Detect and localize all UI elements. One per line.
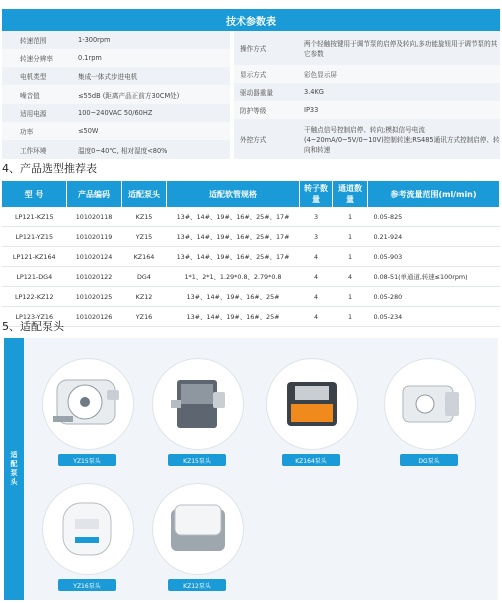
cell-pump-head: YZ16 xyxy=(122,307,167,327)
pump-image-kz12 xyxy=(152,483,244,575)
pump-image-yz15 xyxy=(42,358,134,450)
spec-value: 温度0~40℃, 相对湿度<80% xyxy=(78,146,168,155)
column-header-rollers: 转子数量 xyxy=(300,181,333,207)
cell-code: 101020126 xyxy=(67,307,122,327)
table-row xyxy=(2,307,500,327)
spec-label: 电机类型 xyxy=(20,73,47,81)
spec-label: 转速分辨率 xyxy=(20,55,53,63)
column-header-code: 产品编码 xyxy=(67,181,122,207)
pump-card-kz164 xyxy=(266,358,356,466)
pump-image-kz15 xyxy=(152,358,244,450)
spec-label: 转速范围 xyxy=(20,37,47,45)
spec-value: 两个轻触按键用于调节泵的启停及转向,多功能旋钮用于调节泵的其它参数 xyxy=(304,40,498,58)
spec-row xyxy=(234,119,500,159)
table-row xyxy=(2,247,500,267)
pump-label-yz16: YZ16泵头 xyxy=(58,579,116,591)
cell-channels: 1 xyxy=(333,287,368,307)
cell-flow: 0.05-903 xyxy=(368,247,500,267)
spec-right-column xyxy=(234,31,500,159)
cell-rollers: 4 xyxy=(300,287,333,307)
spec-label: 功率 xyxy=(20,128,34,136)
pump-card-kz12 xyxy=(152,483,242,591)
spec-row xyxy=(234,83,500,101)
column-header-tubing: 适配软管规格 xyxy=(167,181,300,207)
cell-model: LP121-YZ15 xyxy=(2,227,67,247)
table-row xyxy=(2,287,500,307)
pump-label-dg: DG泵头 xyxy=(400,454,458,466)
spec-value: 3.4KG xyxy=(304,88,324,96)
spec-row xyxy=(2,49,230,67)
cell-tubing: 13#、14#、19#、16#、25# xyxy=(167,307,300,327)
spec-value: 0.1rpm xyxy=(78,54,102,62)
spec-value: 干触点信号控制启停、转向;模拟信号电流(4~20mA/0~5V/0~10V)控制转速;RS485通讯方式控制启停、转向和转速 xyxy=(304,126,500,154)
spec-label: 工作环境 xyxy=(20,146,47,155)
cell-tubing: 1*1、2*1、1.29*0.8、2.79*0.8 xyxy=(167,267,300,287)
pump-label-yz15: YZ15泵头 xyxy=(58,454,116,466)
cell-code: 101020118 xyxy=(67,207,122,227)
cell-model: LP121-DG4 xyxy=(2,267,67,287)
pump-image-kz164 xyxy=(266,358,358,450)
spec-row xyxy=(234,101,500,119)
pump-card-yz16 xyxy=(42,483,132,591)
pump-heads-panel xyxy=(4,338,498,600)
spec-left-column xyxy=(2,31,230,159)
cell-pump-head: DG4 xyxy=(122,267,167,287)
cell-model: LP123-YZ16 xyxy=(2,307,67,327)
cell-channels: 1 xyxy=(333,227,368,247)
cell-rollers: 4 xyxy=(300,267,333,287)
pump-card-kz15 xyxy=(152,358,242,466)
cell-flow: 0.08-51(单通道,转速≤100rpm) xyxy=(368,267,500,287)
table-row xyxy=(2,207,500,227)
spec-value: ≤55dB (距离产品正前方30CM处) xyxy=(78,91,180,100)
selection-table xyxy=(2,181,500,327)
cell-pump-head: KZ12 xyxy=(122,287,167,307)
spec-row xyxy=(2,122,230,140)
cell-tubing: 13#、14#、19#、16#、25#、17# xyxy=(167,227,300,247)
table-row xyxy=(2,227,500,247)
column-header-pump-head: 适配泵头 xyxy=(122,181,167,207)
table-header-row xyxy=(2,181,500,207)
pump-heads-side-label: 适配泵头 xyxy=(4,338,24,600)
section-title-pump-heads: 5、适配泵头 xyxy=(2,320,64,333)
cell-channels: 1 xyxy=(333,207,368,227)
cell-model: LP121-KZ15 xyxy=(2,207,67,227)
spec-table xyxy=(2,31,500,159)
spec-row xyxy=(2,104,230,122)
spec-value: 集成一体式步进电机 xyxy=(78,73,138,81)
spec-row xyxy=(234,31,500,65)
cell-code: 101020125 xyxy=(67,287,122,307)
spec-label: 适用电源 xyxy=(20,110,47,118)
cell-flow: 0.05-280 xyxy=(368,287,500,307)
cell-rollers: 4 xyxy=(300,307,333,327)
cell-flow: 0.05-825 xyxy=(368,207,500,227)
section-title-selection: 4、产品选型推荐表 xyxy=(2,162,97,175)
cell-code: 101020122 xyxy=(67,267,122,287)
cell-pump-head: YZ15 xyxy=(122,227,167,247)
cell-model: LP121-KZ164 xyxy=(2,247,67,267)
spec-label: 外控方式 xyxy=(240,136,267,144)
pump-card-yz15 xyxy=(42,358,132,466)
spec-label: 驱动器重量 xyxy=(240,89,273,97)
cell-flow: 0.05-234 xyxy=(368,307,500,327)
spec-label: 噪音值 xyxy=(20,91,40,100)
table-row xyxy=(2,267,500,287)
column-header-channels: 通道数量 xyxy=(333,181,368,207)
cell-model: LP122-KZ12 xyxy=(2,287,67,307)
cell-channels: 1 xyxy=(333,307,368,327)
cell-pump-head: KZ164 xyxy=(122,247,167,267)
spec-row xyxy=(2,85,230,104)
spec-label: 显示方式 xyxy=(240,71,267,79)
cell-channels: 1 xyxy=(333,247,368,267)
cell-code: 101020124 xyxy=(67,247,122,267)
spec-row xyxy=(234,65,500,83)
pump-card-dg xyxy=(384,358,474,466)
spec-row xyxy=(2,67,230,85)
column-header-model: 型 号 xyxy=(2,181,67,207)
cell-rollers: 3 xyxy=(300,207,333,227)
cell-tubing: 13#、14#、19#、16#、25#、17# xyxy=(167,247,300,267)
cell-rollers: 3 xyxy=(300,227,333,247)
spec-value: ≤50W xyxy=(78,127,99,135)
cell-flow: 0.21-924 xyxy=(368,227,500,247)
spec-value: IP33 xyxy=(304,106,319,114)
spec-value: 彩色显示屏 xyxy=(304,71,337,79)
spec-row xyxy=(2,31,230,49)
cell-code: 101020119 xyxy=(67,227,122,247)
cell-tubing: 13#、14#、19#、16#、25#、17# xyxy=(167,207,300,227)
pump-label-kz164: KZ164泵头 xyxy=(282,454,340,466)
column-header-flow: 参考流量范围(ml/min) xyxy=(368,181,500,207)
spec-value: 1-300rpm xyxy=(78,36,111,44)
spec-label: 操作方式 xyxy=(240,45,267,53)
pump-image-dg xyxy=(384,358,476,450)
pump-label-kz15: KZ15泵头 xyxy=(168,454,226,466)
spec-label: 防护等级 xyxy=(240,107,267,115)
cell-pump-head: KZ15 xyxy=(122,207,167,227)
spec-table-title: 技术参数表 xyxy=(2,9,500,31)
cell-tubing: 13#、14#、19#、16#、25# xyxy=(167,287,300,307)
spec-value: 100~240VAC 50/60HZ xyxy=(78,109,153,117)
spec-row xyxy=(2,140,230,159)
pump-image-yz16 xyxy=(42,483,134,575)
cell-channels: 4 xyxy=(333,267,368,287)
cell-rollers: 4 xyxy=(300,247,333,267)
pump-label-kz12: KZ12泵头 xyxy=(168,579,226,591)
